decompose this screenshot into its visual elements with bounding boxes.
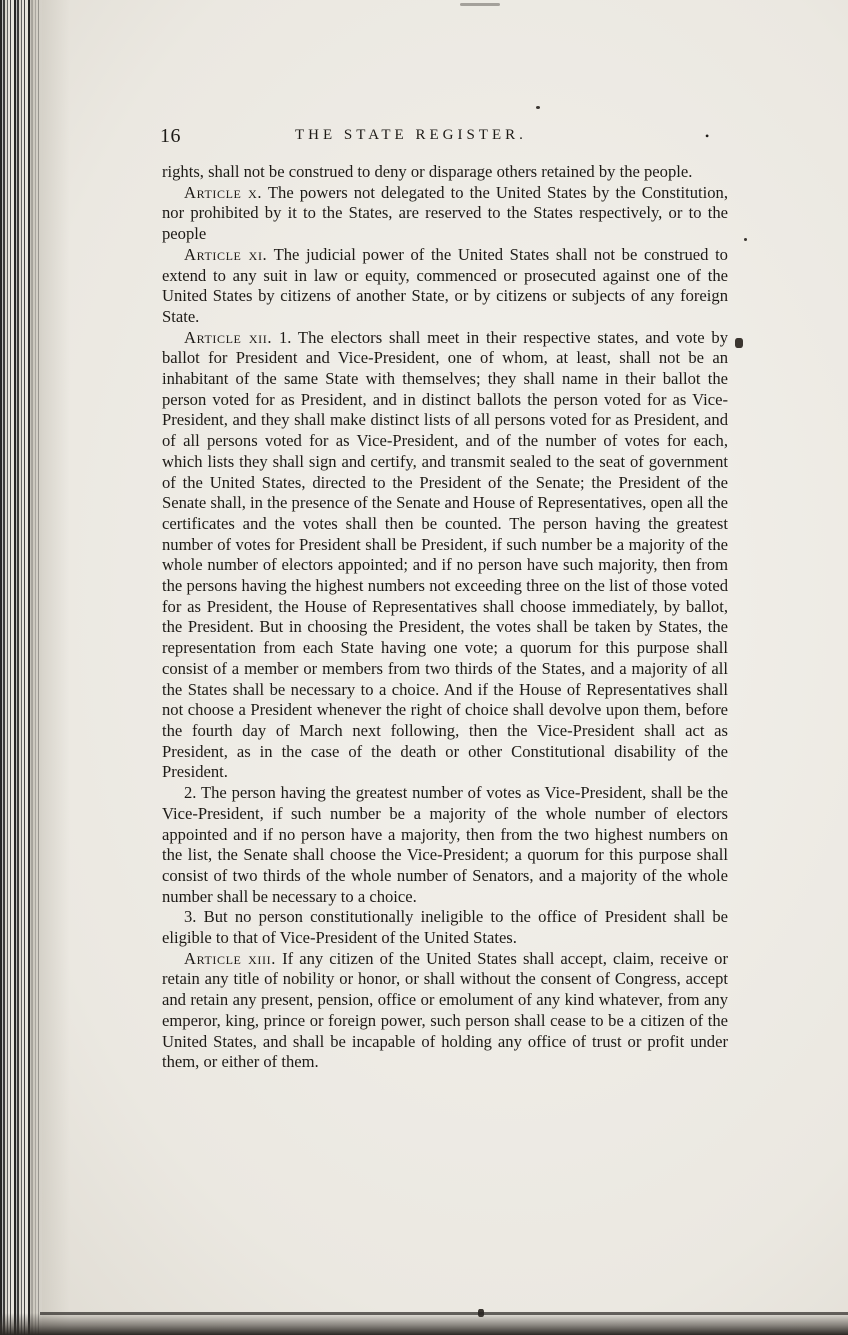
paragraph-text: The judicial power of the United States shall not be construed to extend to any suit in law or equity, commenced or prosecuted against one of the United States by citizens of another State, or by citizens or subjects of any foreign State. [162, 244, 728, 326]
paragraph-text: If any citizen of the United States shall accept, claim, receive or retain any title of nobility or honor, or shall without the consent of Congress, accept and retain any present, pension, office or emolument of any kind whatever, from any emperor, king, prince or foreign power, such person shall cease to be a citizen of the United States, and shall be incapable of holding any office of trust or profit under them, or either of them. [162, 948, 728, 1072]
ink-speck [460, 3, 500, 6]
ink-speck [735, 338, 743, 348]
ink-speck [744, 238, 747, 241]
article-heading: Article xiii. [184, 948, 276, 968]
paragraph-text: 2. The person having the greatest number of votes as Vice-President, shall be the Vice-President, if such number be a majority of the whole number of electors appointed and if no person have a majority, then from the two highest numbers on the list, the Senate shall choose the Vice-President; a quorum for this purpose shall consist of two thirds of the whole number of Senators, and a majority of the whole number shall be necessary to a choice. [162, 783, 728, 906]
paragraph-text: rights, shall not be construed to deny or disparage others retained by the people. [162, 162, 693, 181]
paragraph-article-xii [162, 328, 728, 783]
article-text [162, 162, 728, 1073]
paragraph-article-xiii [162, 949, 728, 1073]
paragraph-article-xi [162, 245, 728, 328]
paragraph-continuation [162, 162, 728, 183]
header-mark: • [705, 129, 710, 143]
paragraph-article-xii-section-3 [162, 907, 728, 948]
paragraph-text: The powers not delegated to the United States by the Constitution, nor prohibited by it to the States, are reserved to the States respectively, or to the people [162, 182, 728, 244]
page-bottom-edge [0, 1313, 848, 1335]
binding-shadow [30, 0, 70, 1335]
paragraph-article-x [162, 183, 728, 245]
page-number: 16 [160, 125, 181, 147]
paragraph-article-xii-section-2 [162, 783, 728, 907]
article-heading: Article xii. [184, 327, 273, 347]
article-heading: Article x. [184, 182, 263, 202]
running-head: THE STATE REGISTER. [295, 127, 527, 143]
page-header [160, 125, 730, 151]
article-heading: Article xi. [184, 244, 268, 264]
ink-speck [536, 106, 540, 109]
paragraph-text: 1. The electors shall meet in their respective states, and vote by ballot for President and Vice-President, one of whom, at least, shall not be an inhabitant of the same State with themselves; they shall name in their ballot the person voted for as President, and in distinct ballots the person voted for as Vice-President, and they shall make distinct lists of all persons voted for as President, and of all persons voted for as Vice-President, and of the number of votes for each, which lists they shall sign and certify, and transmit sealed to the seat of government of the United States, directed to the President of the Senate; the President of the Senate shall, in the presence of the Senate and House of Representatives, open all the certificates and the votes shall then be counted. The person having the greatest number of votes for President shall be President, if such number be a majority of the whole number of electors appointed; and if no person have such majority, then from the persons having the highest numbers not exceeding three on the list of those voted for as President, the House of Representatives shall choose immediately, by ballot, the President. But in choosing the President, the votes shall be taken by States, the representation from each State having one vote; a quorum for this purpose shall consist of a member or members from two thirds of the States, and a majority of all the States shall be necessary to a choice. And if the House of Representatives shall not choose a President whenever the right of choice shall devolve upon them, before the fourth day of March next following, then the Vice-President shall act as President, as in the case of the death or other Constitutional disability of the President. [162, 327, 728, 782]
paragraph-text: 3. But no person constitutionally ineligible to the office of President shall be eligible to that of Vice-President of the United States. [162, 907, 728, 948]
